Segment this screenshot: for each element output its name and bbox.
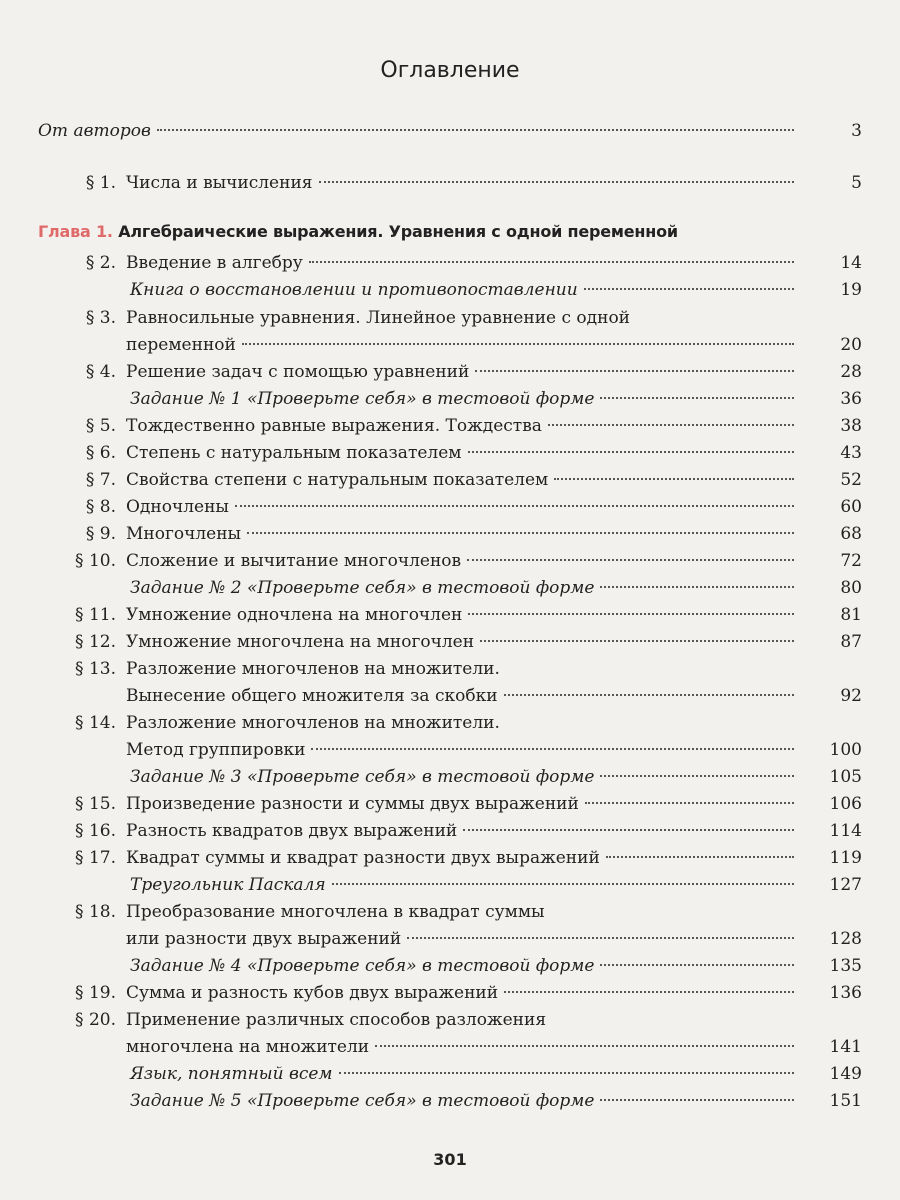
dot-leader — [585, 802, 794, 804]
dot-leader — [242, 343, 794, 345]
entry-title: Книга о восстановлении и противопоставлении — [130, 280, 578, 300]
toc-entry — [38, 762, 862, 792]
toc-entry — [38, 519, 862, 549]
dot-leader — [468, 613, 794, 615]
chapter-heading — [38, 222, 858, 241]
entry-title-continued: Метод группировки — [126, 740, 306, 760]
section-number: § 8. — [85, 497, 116, 517]
page-ref: 136 — [829, 983, 862, 1003]
toc-entry — [38, 897, 862, 954]
dot-leader — [600, 964, 794, 966]
entry-title: Задание № 1 «Проверьте себя» в тестовой форме — [130, 389, 595, 409]
page-ref: 119 — [829, 848, 862, 868]
entry-title-continued: многочлена на множители — [126, 1037, 370, 1057]
toc-entry — [38, 384, 862, 414]
entry-title: Квадрат суммы и квадрат разности двух выражений — [126, 848, 600, 868]
dot-leader — [600, 397, 794, 399]
entry-title: Треугольник Паскаля — [130, 875, 326, 895]
section-number: § 16. — [75, 821, 116, 841]
page-ref: 38 — [840, 416, 862, 436]
toc-entry — [38, 492, 862, 522]
entry-title: Язык, понятный всем — [130, 1064, 333, 1084]
dot-leader — [311, 748, 794, 750]
section-number: § 13. — [75, 659, 116, 679]
dot-leader — [332, 883, 794, 885]
toc-entry — [38, 816, 862, 846]
dot-leader — [600, 586, 794, 588]
page-ref: 5 — [851, 173, 862, 193]
dot-leader — [407, 937, 794, 939]
toc-entry — [38, 465, 862, 495]
page-ref: 149 — [829, 1064, 862, 1084]
toc-entry — [38, 978, 862, 1008]
entry-title: Введение в алгебру — [126, 253, 303, 273]
toc-entry — [38, 357, 862, 387]
dot-leader — [468, 451, 795, 453]
section-number: § 7. — [85, 470, 116, 490]
entry-title: Многочлены — [126, 524, 242, 544]
page-ref: 68 — [840, 524, 862, 544]
section-number: § 4. — [85, 362, 116, 382]
entry-title: Числа и вычисления — [126, 173, 313, 193]
entry-title: Тождественно равные выражения. Тождества — [126, 416, 542, 436]
page-ref: 14 — [840, 253, 862, 273]
page-ref: 81 — [840, 605, 862, 625]
toc-entry — [38, 951, 862, 981]
section-number: § 14. — [75, 713, 116, 733]
dot-leader — [504, 991, 794, 993]
page-ref: 105 — [829, 767, 862, 787]
toc-entry — [38, 870, 862, 900]
dot-leader — [600, 775, 794, 777]
page-ref: 135 — [829, 956, 862, 976]
dot-leader — [235, 505, 794, 507]
dot-leader — [504, 694, 794, 696]
entry-title-continued: Вынесение общего множителя за скобки — [126, 686, 498, 706]
section-number: § 6. — [85, 443, 116, 463]
dot-leader — [467, 559, 794, 561]
toc-entry — [38, 627, 862, 657]
chapter-title: Алгебраические выражения. Уравнения с одной переменной — [118, 222, 678, 241]
page-ref: 127 — [829, 875, 862, 895]
page-ref: 106 — [829, 794, 862, 814]
toc-entry — [38, 708, 862, 765]
entry-title-continued: переменной — [126, 335, 236, 355]
page-ref: 60 — [840, 497, 862, 517]
section-number: § 12. — [75, 632, 116, 652]
toc-entry — [38, 654, 862, 711]
page-ref: 151 — [829, 1091, 862, 1111]
dot-leader — [375, 1045, 794, 1047]
page-ref: 28 — [840, 362, 862, 382]
page-ref: 20 — [840, 335, 862, 355]
toc-entry — [38, 168, 862, 198]
entry-title: Степень с натуральным показателем — [126, 443, 462, 463]
dot-leader — [480, 640, 794, 642]
entry-title: Разложение многочленов на множители. — [126, 713, 500, 733]
page-ref: 128 — [829, 929, 862, 949]
toc-entry — [38, 303, 862, 360]
dot-leader — [584, 288, 794, 290]
toc-entry — [38, 438, 862, 468]
toc-entry — [38, 1005, 862, 1062]
page-ref: 80 — [840, 578, 862, 598]
dot-leader — [554, 478, 794, 480]
section-number: § 18. — [75, 902, 116, 922]
section-number: § 11. — [75, 605, 116, 625]
toc-entry — [38, 843, 862, 873]
chapter-label: Глава 1. — [38, 222, 113, 241]
section-number: § 20. — [75, 1010, 116, 1030]
entry-title-continued: или разности двух выражений — [126, 929, 402, 949]
section-number: § 3. — [85, 308, 116, 328]
dot-leader — [475, 370, 794, 372]
dot-leader — [600, 1099, 794, 1101]
entry-title: Задание № 5 «Проверьте себя» в тестовой форме — [130, 1091, 595, 1111]
page-ref: 100 — [829, 740, 862, 760]
section-number: § 15. — [75, 794, 116, 814]
page-ref: 87 — [840, 632, 862, 652]
section-number: § 9. — [85, 524, 116, 544]
entry-title: Одночлены — [126, 497, 229, 517]
page-ref: 19 — [840, 280, 862, 300]
toc-entry — [38, 275, 862, 305]
entry-title: Умножение многочлена на многочлен — [126, 632, 475, 652]
dot-leader — [339, 1072, 794, 1074]
dot-leader — [309, 261, 794, 263]
entry-title: Сумма и разность кубов двух выражений — [126, 983, 499, 1003]
toc-entry — [38, 411, 862, 441]
dot-leader — [247, 532, 794, 534]
entry-title: Сложение и вычитание многочленов — [126, 551, 462, 571]
dot-leader — [548, 424, 794, 426]
page-title: Оглавление — [380, 58, 520, 83]
dot-leader — [319, 181, 794, 183]
section-number: § 2. — [85, 253, 116, 273]
entry-title: Умножение одночлена на многочлен — [126, 605, 463, 625]
toc-entry — [38, 248, 862, 278]
dot-leader — [606, 856, 794, 858]
toc-entry — [38, 116, 862, 146]
section-number: § 1. — [85, 173, 116, 193]
entry-title: Задание № 4 «Проверьте себя» в тестовой форме — [130, 956, 595, 976]
entry-title: Задание № 3 «Проверьте себя» в тестовой форме — [130, 767, 595, 787]
entry-title: Задание № 2 «Проверьте себя» в тестовой форме — [130, 578, 595, 598]
entry-title: Применение различных способов разложения — [126, 1010, 547, 1030]
entry-title: Решение задач с помощью уравнений — [126, 362, 470, 382]
entry-title: Произведение разности и суммы двух выражений — [126, 794, 579, 814]
dot-leader — [157, 129, 794, 131]
toc-entry — [38, 789, 862, 819]
section-number: § 19. — [75, 983, 116, 1003]
section-number: § 5. — [85, 416, 116, 436]
toc-entry — [38, 600, 862, 630]
page-ref: 36 — [840, 389, 862, 409]
section-number: § 17. — [75, 848, 116, 868]
page-ref: 52 — [840, 470, 862, 490]
entry-title: Свойства степени с натуральным показателем — [126, 470, 549, 490]
entry-title: Разложение многочленов на множители. — [126, 659, 500, 679]
page-ref: 72 — [840, 551, 862, 571]
page-number: 301 — [433, 1150, 467, 1169]
page-ref: 3 — [851, 121, 862, 141]
entry-title: Равносильные уравнения. Линейное уравнение с одной — [126, 308, 631, 328]
entry-title: Разность квадратов двух выражений — [126, 821, 458, 841]
toc-entry — [38, 546, 862, 576]
toc-entry — [38, 1086, 862, 1116]
entry-title: Преобразование многочлена в квадрат суммы — [126, 902, 545, 922]
dot-leader — [463, 829, 794, 831]
page-ref: 92 — [840, 686, 862, 706]
entry-title: От авторов — [38, 121, 151, 141]
toc-entry — [38, 573, 862, 603]
section-number: § 10. — [75, 551, 116, 571]
page-ref: 114 — [829, 821, 862, 841]
page-ref: 43 — [840, 443, 862, 463]
toc-entry — [38, 1059, 862, 1089]
page-ref: 141 — [829, 1037, 862, 1057]
